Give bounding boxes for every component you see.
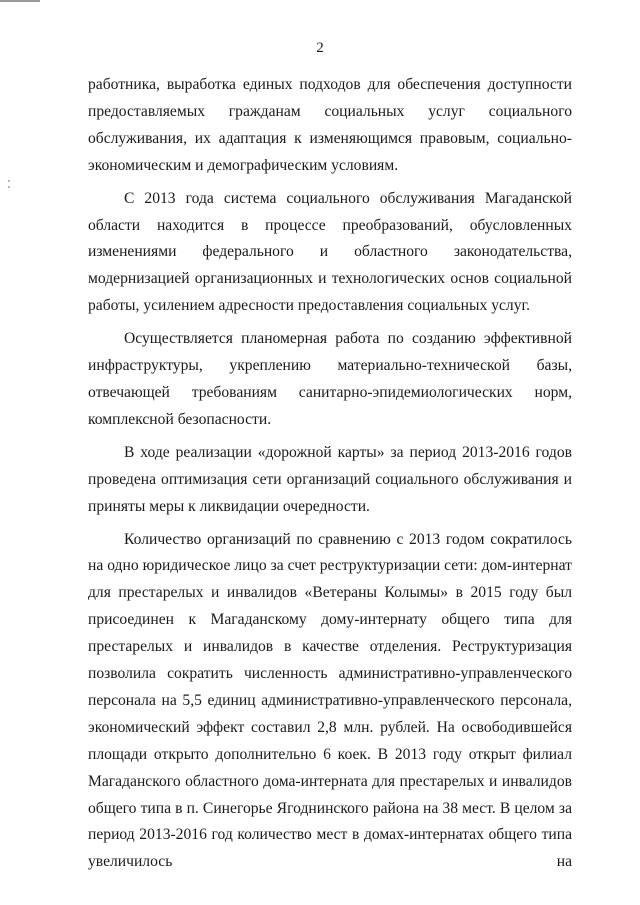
page-number: 2 bbox=[316, 40, 324, 56]
paragraph-continuation: работника, выработка единых подходов для обеспечения доступности предоставляемых гражданам социальных услуг социального обслуживания, их адаптация к изменяющимся правовым, социально-экономическим и демографическим условиям. bbox=[88, 76, 572, 174]
scan-corner-mark bbox=[0, 0, 40, 2]
paragraph-system-reform: С 2013 года система социального обслуживания Магаданской области находится в процессе преобразований, обусловленных изменениями федерального и областного законодательства, модернизацией организационных и технологических основ социальной работы, усилением адресности предоставления социальных услуг. bbox=[88, 189, 572, 315]
paragraph-organizations-count: Количество организаций по сравнению с 2013 годом сократилось на одно юридическое лицо за счет реструктуризации сети: дом-интернат для престарелых и инвалидов «Ветераны Колымы» в 2015 году был присоединен к Магаданскому дому-интернату общего типа для престарелых и инвалидов в качестве отделения. Реструктуризация позволила сократить численность административно-управленческого персонала на 5,5 единиц административно-управленческого персонала, экономический эффект составил 2,8 млн. рублей. На освободившейся площади открыто дополнительно 6 коек. В 2013 году открыт филиал Магаданского областного дома-интерната для престарелых и инвалидов общего типа в п. Синегорье Ягоднинского района на 38 мест. В целом за период 2013-2016 год количество мест в домах-интернатах общего типа увеличилось на bbox=[88, 530, 572, 871]
paragraph-infrastructure: Осуществляется планомерная работа по созданию эффективной инфраструктуры, укреплению материально-технической базы, отвечающей требованиям санитарно-эпидемиологических норм, комплексной безопасности. bbox=[88, 330, 572, 428]
scan-speck bbox=[8, 186, 10, 188]
paragraph-roadmap: В ходе реализации «дорожной карты» за период 2013-2016 годов проведена оптимизация сети организаций социального обслуживания и приняты меры к ликвидации очередности. bbox=[88, 443, 572, 515]
scan-speck bbox=[8, 180, 10, 182]
document-body bbox=[88, 72, 572, 882]
